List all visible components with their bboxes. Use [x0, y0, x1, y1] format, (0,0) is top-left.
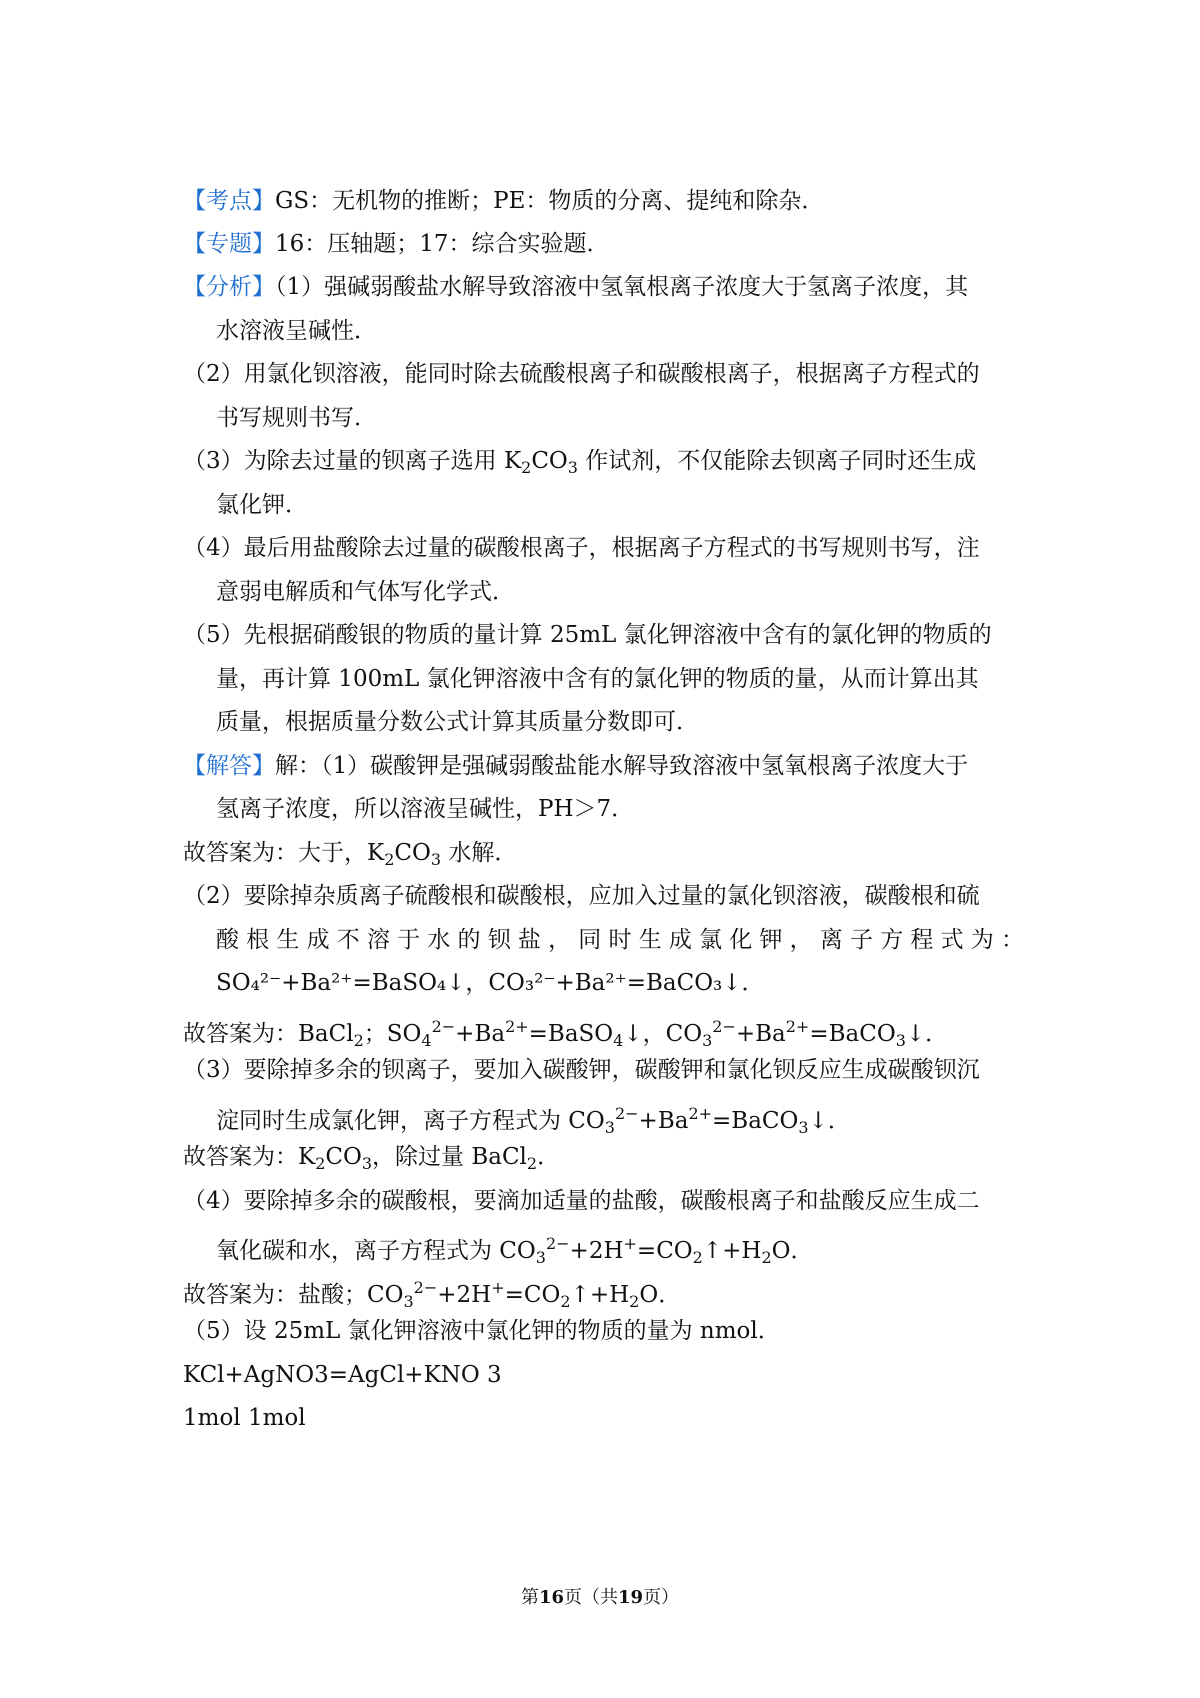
- jieda-s2a: （2）要除掉杂质离子硫酸根和碳酸根，应加入过量的氯化钡溶液，碳酸根和硫: [183, 883, 980, 909]
- ans2-pre: 故答案为：BaCl: [183, 1021, 354, 1047]
- ans4-pre: 故答案为：盐酸；CO: [183, 1282, 404, 1308]
- fenxi-p3b: 氯化钾．: [216, 492, 308, 518]
- jieda-s5a: （5）设 25mL 氯化钾溶液中氯化钾的物质的量为 nmol．: [183, 1318, 781, 1344]
- fenxi-line-1: [183, 272, 968, 302]
- kaodian-line: [183, 186, 824, 216]
- jieda-ans4: 故答案为：盐酸；$CO_3^{2-}+2H^+=CO_2↑+H_2O$．: [183, 1278, 682, 1311]
- jieda-ans3: 故答案为：$K_2CO_3$，除过量 BaCl$_2$．: [183, 1144, 561, 1173]
- fenxi-p4b: 意弱电解质和气体写化学式．: [216, 579, 515, 605]
- fenxi-p3a: （3）为除去过量的钡离子选用 $K_2CO_3$ 作试剂，不仅能除去钡离子同时还生成: [183, 448, 977, 477]
- fenxi-p5a: （5）先根据硝酸银的物质的量计算 25mL 氯化钾溶液中含有的氯化钾的物质的: [183, 622, 992, 648]
- fenxi-p1a: （1）强碱弱酸盐水解导致溶液中氢氧根离子浓度大于氢离子浓度，其: [275, 274, 969, 300]
- jieda-s1b: 氢离子浓度，所以溶液呈碱性，PH＞7．: [216, 796, 635, 822]
- jieda-line-1: [183, 751, 968, 781]
- ans3-pre: 故答案为：K: [183, 1144, 316, 1170]
- ans1-pre: 故答案为：大于，K: [183, 840, 385, 866]
- page-footer: [0, 1586, 1200, 1610]
- page-number: 16: [538, 1587, 564, 1608]
- fenxi-p5c: 质量，根据质量分数公式计算其质量分数即可．: [216, 709, 699, 735]
- jieda-ans2: 故答案为：BaCl$_2$；$SO_4^{2-}+Ba^{2+}=BaSO_4↓$，$CO_3^{2-}+Ba^{2+}=BaCO_3↓$．: [183, 1017, 949, 1050]
- footer-middle: 页（共: [564, 1587, 618, 1608]
- ans1-post: 水解．: [448, 840, 518, 866]
- ans3-mid: ，除过量 BaCl: [372, 1144, 527, 1170]
- jieda-s2b: 酸根生成不溶于水的钡盐，同时生成氯化钾，离子方程式为：: [216, 927, 1024, 953]
- kaodian-text: GS：无机物的推断；PE：物质的分离、提纯和除杂．: [275, 188, 825, 214]
- mole-ratio: 1mol 1mol: [183, 1405, 306, 1431]
- fenxi-p3a-pre: （3）为除去过量的钡离子选用 K: [183, 448, 522, 474]
- reaction-equation: KCl+AgNO3=AgCl+KNO 3: [183, 1362, 502, 1388]
- jieda-tag: 【解答】: [183, 753, 275, 779]
- fenxi-line-2: 水溶液呈碱性．: [216, 318, 377, 344]
- fenxi-p5b: 量，再计算 100mL 氯化钾溶液中含有的氯化钾的物质的量，从而计算出其: [216, 666, 979, 692]
- jieda-s3b: 淀同时生成氯化钾，离子方程式为 $CO_3^{2-}+Ba^{2+}=BaCO_3↓$．: [216, 1104, 851, 1137]
- ans2-mid: ；SO: [363, 1021, 422, 1047]
- zhuanti-tag: 【专题】: [183, 231, 275, 257]
- jieda-eq2: SO₄²⁻+Ba²⁺=BaSO₄↓，CO₃²⁻+Ba²⁺=BaCO₃↓．: [216, 970, 765, 996]
- jieda-ans1: 故答案为：大于，$K_2CO_3$ 水解．: [183, 840, 518, 869]
- fenxi-p4a: （4）最后用盐酸除去过量的碳酸根离子，根据离子方程式的书写规则书写，注: [183, 535, 980, 561]
- zhuanti-text: 16：压轴题；17：综合实验题．: [275, 231, 610, 257]
- s3b-pre: 淀同时生成氯化钾，离子方程式为 CO: [216, 1108, 605, 1134]
- footer-prefix: 第: [520, 1587, 539, 1608]
- fenxi-tag: 【分析】: [183, 274, 275, 300]
- fenxi-p2b: 书写规则书写．: [216, 405, 377, 431]
- page-total: 19: [618, 1587, 644, 1608]
- footer-suffix: 页）: [643, 1587, 680, 1608]
- jieda-s4a: （4）要除掉多余的碳酸根，要滴加适量的盐酸，碳酸根离子和盐酸反应生成二: [183, 1188, 980, 1214]
- kaodian-tag: 【考点】: [183, 188, 275, 214]
- zhuanti-line: [183, 229, 610, 259]
- s4b-pre: 氧化碳和水，离子方程式为 CO: [216, 1238, 536, 1264]
- jieda-s4b: 氧化碳和水，离子方程式为 $CO_3^{2-}+2H^+=CO_2↑+H_2O$．: [216, 1234, 814, 1267]
- fenxi-p3a-post: 作试剂，不仅能除去钡离子同时还生成: [585, 448, 977, 474]
- jieda-s1a: 解：（1）碳酸钾是强碱弱酸盐能水解导致溶液中氢氧根离子浓度大于: [275, 753, 969, 779]
- jieda-s3a: （3）要除掉多余的钡离子，要加入碳酸钾，碳酸钾和氯化钡反应生成碳酸钡沉: [183, 1057, 980, 1083]
- fenxi-p2a: （2）用氯化钡溶液，能同时除去硫酸根离子和碳酸根离子，根据离子方程式的: [183, 361, 980, 387]
